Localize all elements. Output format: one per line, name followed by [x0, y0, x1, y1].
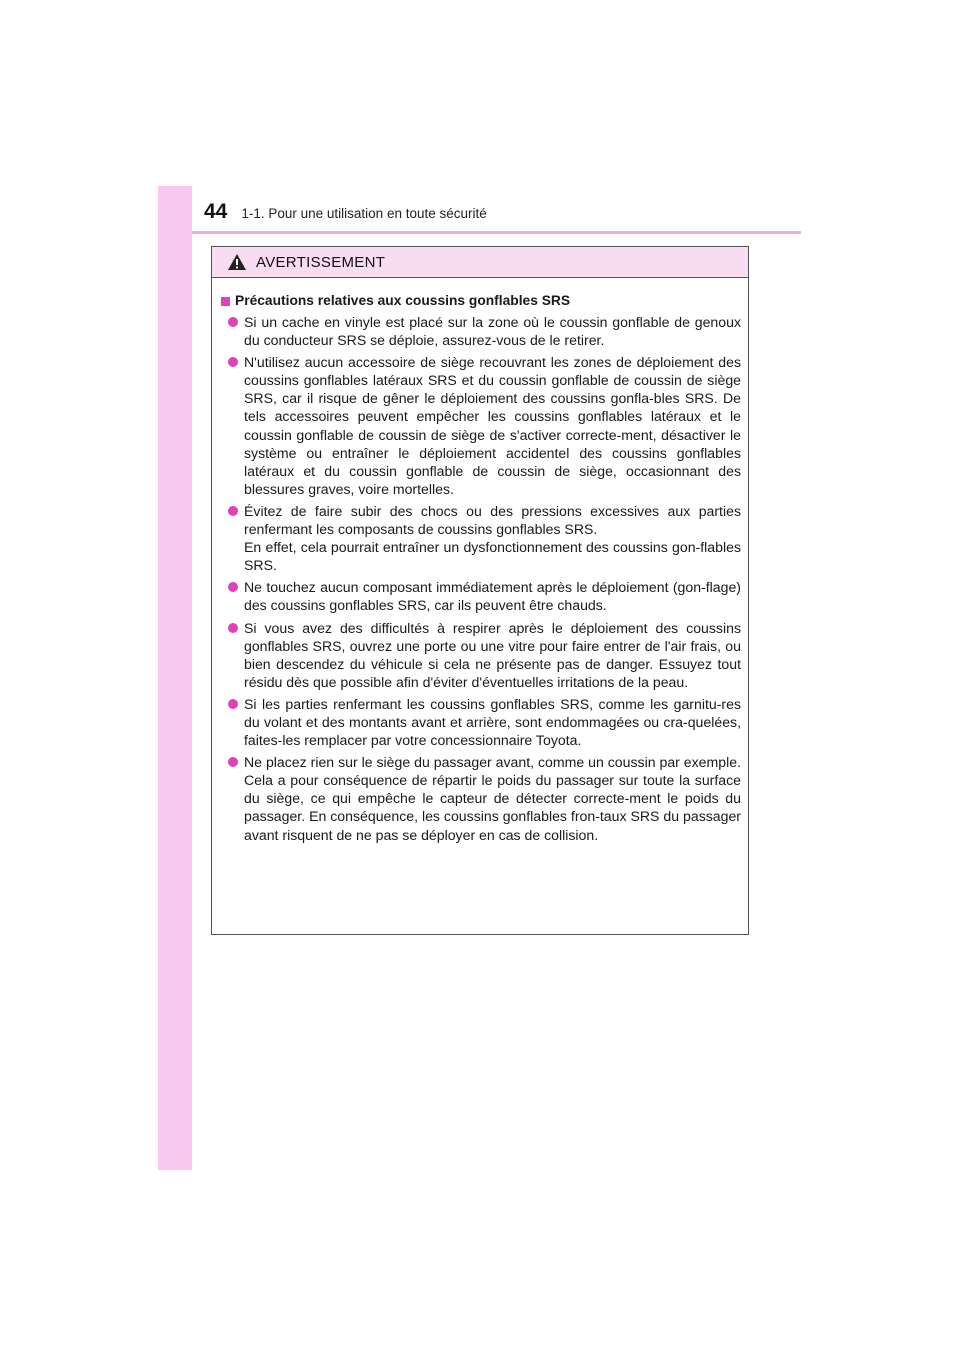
list-item: [221, 578, 741, 614]
list-item-text: Ne placez rien sur le siège du passager avant, comme un coussin par exemple. Cela a pour conséquence de répartir le poids du passager sur toute la surface du siège, ce qui empêche le capteur de détecter correcte-ment le poids du passager. En conséquence, les coussins gonflables fron-taux SRS du passager avant risquent de ne pas se déployer en cas de collision.: [244, 754, 741, 843]
round-bullet-icon: [228, 582, 238, 592]
list-item-text: Si les parties renfermant les coussins gonflables SRS, comme les garnitu-res du volant et des montants avant et arrière, sont endommagées ou cra-quelées, faites-les remplacer par votre concessionnaire Toyota.: [244, 695, 741, 749]
warning-title: AVERTISSEMENT: [256, 253, 386, 271]
list-item-text: Ne touchez aucun composant immédiatement après le déploiement (gon-flage) des coussins gonflables SRS, car ils peuvent être chauds.: [244, 579, 741, 614]
subheading: [221, 291, 741, 311]
list-item-text: N'utilisez aucun accessoire de siège recouvrant les zones de déploiement des coussins gonflables latéraux SRS et du coussin gonflable de coussin de siège SRS, car il risque de gêner le déploiement des coussins gonfla-bles SRS. De tels accessoires peuvent empêcher les coussins gonflables latéraux et le coussin gonflable de coussin de siège de s'activer correcte-ment, désactiver le système ou entraîner le déploiement accidentel des coussins gonflables latéraux et du coussin gonflable de coussin de siège, occasionnant des blessures graves, voire mortelles.: [244, 354, 741, 497]
section-title: 1-1. Pour une utilisation en toute sécurité: [241, 206, 487, 221]
warning-list: [221, 313, 741, 844]
header-rule: [192, 231, 801, 234]
list-item: [221, 619, 741, 691]
page-number: 44: [204, 200, 228, 223]
list-item: [221, 753, 741, 843]
page-side-band: [158, 186, 192, 1170]
square-bullet-icon: [221, 297, 230, 306]
list-item-text: Si un cache en vinyle est placé sur la zone où le coussin gonflable de genoux du conducteur SRS se déploie, assurez-vous de le retirer.: [244, 314, 741, 349]
round-bullet-icon: [228, 699, 238, 709]
page-header: [204, 200, 487, 230]
list-item: [221, 695, 741, 749]
warning-box: [211, 246, 749, 935]
list-item: [221, 313, 741, 349]
round-bullet-icon: [228, 357, 238, 367]
round-bullet-icon: [228, 623, 238, 633]
round-bullet-icon: [228, 757, 238, 767]
list-item-text: Évitez de faire subir des chocs ou des pressions excessives aux parties renfermant les composants de coussins gonflables SRS.: [244, 502, 741, 538]
warning-header: [212, 247, 748, 278]
list-item: [221, 353, 741, 498]
round-bullet-icon: [228, 506, 238, 516]
list-item-text: Si vous avez des difficultés à respirer après le déploiement des coussins gonflables SRS, ouvrez une porte ou une vitre pour faire entrer de l'air frais, ou bien descendez du véhicule si cela ne présente pas de danger. Essuyez tout résidu dès que possible afin d'éviter d'éventuelles irritations de la peau.: [244, 619, 741, 690]
list-item: [221, 502, 741, 574]
round-bullet-icon: [228, 317, 238, 327]
warning-body: [212, 278, 748, 844]
subheading-text: Précautions relatives aux coussins gonflables SRS: [235, 293, 571, 308]
list-item-text: En effet, cela pourrait entraîner un dysfonctionnement des coussins gon-flables SRS.: [244, 539, 741, 574]
warning-triangle-icon: [227, 253, 247, 271]
